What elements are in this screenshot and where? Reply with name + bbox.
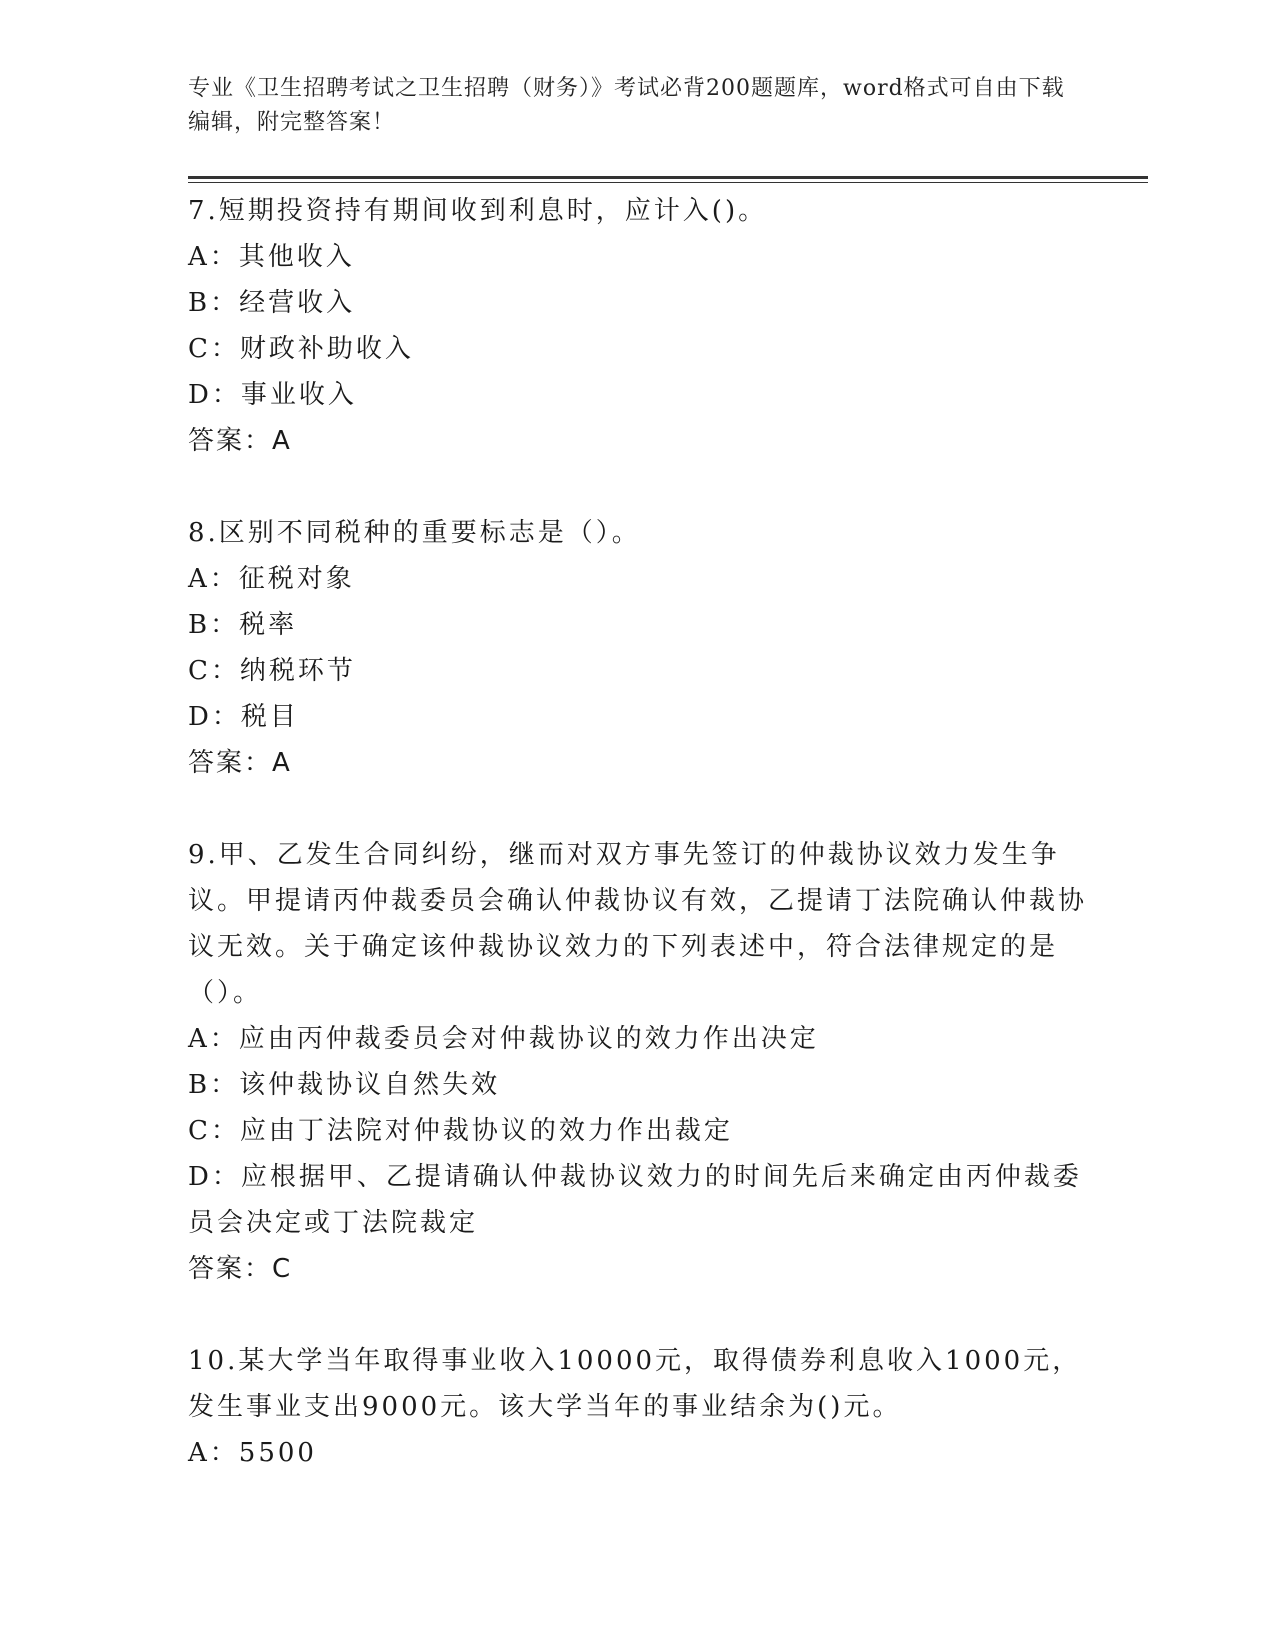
option-c: C：应由丁法院对仲裁协议的效力作出裁定 [188,1116,733,1146]
option-d: D：税目 [188,702,299,732]
question-stem: 10.某大学当年取得事业收入10000元，取得债券利息收入1000元，发生事业支出9000元。该大学当年的事业结余为()元。 [188,1346,1082,1422]
question-stem: 7.短期投资持有期间收到利息时，应计入()。 [188,196,768,226]
option-c: C：纳税环节 [188,656,356,686]
answer-line: 答案：A [188,426,292,456]
question-block [188,510,1088,786]
option-b: B：经营收入 [188,288,356,318]
answer-line: 答案：A [188,748,292,778]
question-spacer [188,1292,1088,1338]
question-block [188,188,1088,464]
question-stem: 9.甲、乙发生合同纠纷，继而对双方事先签订的仲裁协议效力发生争议。甲提请丙仲裁委员会确认仲裁协议有效，乙提请丁法院确认仲裁协议无效。关于确定该仲裁协议效力的下列表述中，符合法律规定的是（）。 [188,840,1088,1008]
answer-line: 答案：C [188,1254,293,1284]
header-rule-thick [188,176,1148,179]
question-block [188,1338,1088,1476]
document-header: 专业《卫生招聘考试之卫生招聘（财务）》考试必背200题题库，word格式可自由下载编辑，附完整答案！ [188,76,1065,135]
question-list [188,188,1088,1476]
question-spacer [188,786,1088,832]
header-rule-thin [188,182,1148,183]
option-a: A：应由丙仲裁委员会对仲裁协议的效力作出决定 [188,1024,819,1054]
option-d: D：应根据甲、乙提请确认仲裁协议效力的时间先后来确定由丙仲裁委员会决定或丁法院裁定 [188,1162,1082,1238]
option-a: A：其他收入 [188,242,355,272]
option-a: A：5500 [188,1438,317,1468]
question-spacer [188,464,1088,510]
option-a: A：征税对象 [188,564,355,594]
option-b: B：该仲裁协议自然失效 [188,1070,501,1100]
option-b: B：税率 [188,610,298,640]
question-block [188,832,1088,1292]
option-c: C：财政补助收入 [188,334,414,364]
option-d: D：事业收入 [188,380,357,410]
question-stem: 8.区别不同税种的重要标志是（）。 [188,518,641,548]
